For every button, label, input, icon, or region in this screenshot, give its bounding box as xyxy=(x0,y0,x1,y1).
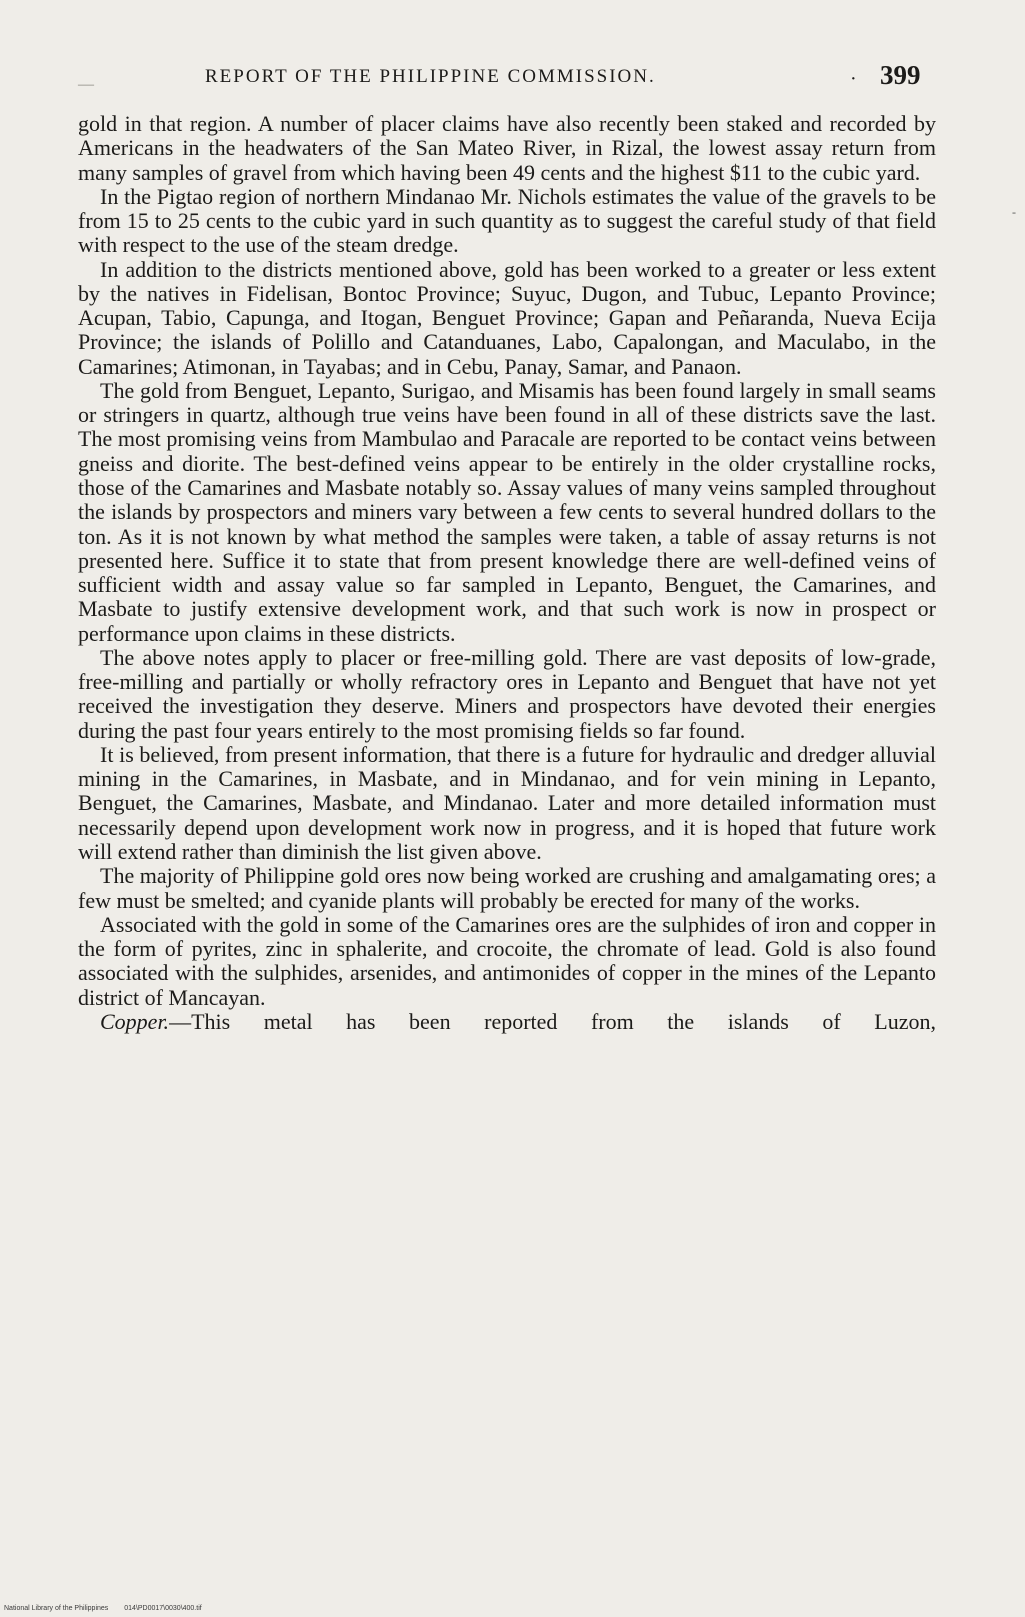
copper-paragraph xyxy=(78,1010,936,1034)
paragraph: Associated with the gold in some of the Camarines ores are the sulphides of iron and copper in the form of pyrites, zinc in sphalerite, and crocoite, the chromate of lead. Gold is also found associated with the sulphides, arsenides, and antimonides of copper in the mines of the Lepanto district of Mancayan. xyxy=(78,911,936,1010)
paragraph: In the Pigtao region of northern Mindanao Mr. Nichols estimates the value of the gravels to be from 15 to 25 cents to the cubic yard in such quantity as to suggest the careful study of that field with respect to the use of the steam dredge. xyxy=(78,183,936,258)
header-dash: — xyxy=(78,76,94,93)
paragraph: The above notes apply to placer or free-milling gold. There are vast deposits of low-grade, free-milling and partially or wholly refractory ores in Lepanto and Benguet that have not yet received the investigation they deserve. Miners and prospectors have devoted their energies during the past four years entirely to the most promising fields so far found. xyxy=(78,644,936,743)
footer-code: 014\PD0017\0030\400.tif xyxy=(124,1605,202,1612)
paragraph: In addition to the districts mentioned above, gold has been worked to a greater or less extent by the natives in Fidelisan, Bontoc Province; Suyuc, Dugon, and Tubuc, Lepanto Province; Acupan, Tabio, Capunga, and Itogan, Benguet Province; Gapan and Peñaranda, Nueva Ecija Province; the islands of Polillo and Catanduanes, Labo, Capalongan, and Maculabo, in the Camarines; Atimonan, in Tayabas; and in Cebu, Panay, Samar, and Panaon. xyxy=(78,256,936,379)
body-text xyxy=(78,112,936,1034)
header-dot: · xyxy=(850,68,857,90)
running-title: REPORT OF THE PHILIPPINE COMMISSION. xyxy=(205,66,656,87)
scan-footer xyxy=(4,1605,202,1612)
footer-library: National Library of the Philippines xyxy=(4,1605,109,1612)
page-number: 399 xyxy=(880,60,921,90)
section-lead-copper: Copper. xyxy=(100,1008,170,1034)
paragraph: The majority of Philippine gold ores now being worked are crushing and amalgamating ores; a few must be smelted; and cyanide plants will probably be erected for many of the works. xyxy=(78,863,936,913)
paragraph: The gold from Benguet, Lepanto, Surigao, and Misamis has been found largely in small seams or stringers in quartz, although true veins have been found in all of these districts save the last. The most promising veins from Mambulao and Paracale are reported to be contact veins between gneiss and diorite. The best-defined veins appear to be entirely in the older crystalline rocks, those of the Camarines and Masbate notably so. Assay values of many veins sampled throughout the islands by prospectors and miners vary between a few cents to several hundred dollars to the ton. As it is not known by what method the samples were taken, a table of assay returns is not presented here. Suffice it to state that from present knowledge there are well-defined veins of sufficient width and assay value so far sampled in Lepanto, Benguet, the Camarines, and Masbate to justify extensive development work, and that such work is now in prospect or performance upon claims in these districts. xyxy=(78,377,936,646)
paragraph: gold in that region. A number of placer claims have also recently been staked and recorded by Americans in the headwaters of the San Mateo River, in Rizal, the lowest assay return from many samples of gravel from which having been 49 cents and the highest $11 to the cubic yard. xyxy=(78,111,936,185)
copper-paragraph-text: —This metal has been reported from the islands of Luzon, xyxy=(169,1008,936,1034)
page-header xyxy=(70,60,940,100)
paragraph: It is believed, from present information, that there is a future for hydraulic and dredger alluvial mining in the Camarines, in Masbate, and in Mindanao, and for vein mining in Lepanto, Benguet, the Camarines, Masbate, and Mindanao. Later and more detailed information must necessarily depend upon development work now in progress, and it is hoped that future work will extend rather than diminish the list given above. xyxy=(78,741,936,864)
margin-mark: - xyxy=(1012,205,1016,219)
